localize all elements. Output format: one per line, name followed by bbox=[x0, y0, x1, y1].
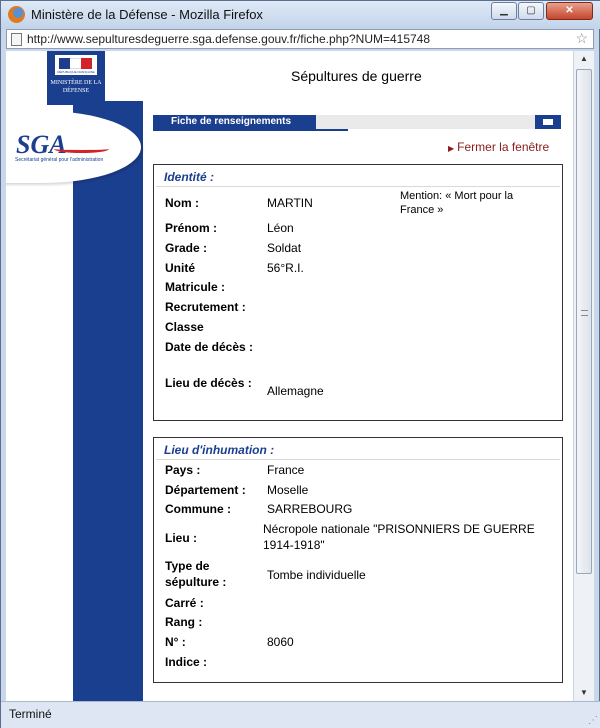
french-flag-icon bbox=[55, 55, 97, 75]
field-label: Département : bbox=[165, 483, 246, 497]
printer-icon[interactable] bbox=[535, 115, 561, 129]
site-title: Sépultures de guerre bbox=[291, 68, 422, 84]
scrollbar-thumb[interactable] bbox=[576, 69, 592, 574]
url-text[interactable]: http://www.sepulturesdeguerre.sga.defense.gouv.fr/fiche.php?NUM=415748 bbox=[27, 32, 431, 46]
field-label: Commune : bbox=[165, 502, 231, 516]
minimize-button[interactable]: ▁ bbox=[491, 2, 517, 20]
field-label: Lieu de décès : bbox=[165, 376, 252, 390]
field-value-unite: 56°R.I. bbox=[267, 261, 304, 275]
identity-section bbox=[153, 164, 563, 421]
field-label: Matricule : bbox=[165, 280, 226, 294]
close-window-button[interactable]: ✕ bbox=[546, 2, 593, 20]
scroll-down-icon[interactable]: ▼ bbox=[580, 688, 588, 697]
left-blue-band bbox=[73, 101, 143, 701]
address-bar[interactable] bbox=[6, 29, 594, 49]
field-label: Rang : bbox=[165, 615, 203, 629]
close-window-link[interactable] bbox=[448, 140, 549, 154]
ministry-logo-text: MINISTÈRE DE LA DÉFENSE bbox=[50, 80, 102, 94]
bookmark-star-icon[interactable]: ☆ bbox=[575, 30, 588, 46]
field-value-nom: MARTIN bbox=[267, 196, 313, 210]
field-label: Pays : bbox=[165, 463, 201, 477]
status-text: Terminé bbox=[9, 707, 52, 721]
field-value-commune: SARREBOURG bbox=[267, 502, 353, 516]
burial-title-divider bbox=[156, 459, 560, 460]
burial-section bbox=[153, 437, 563, 683]
sga-logo: SGA bbox=[16, 130, 67, 159]
sga-subtitle: Secrétariat général pour l'administration bbox=[15, 157, 104, 163]
field-value-lieu-deces: Allemagne bbox=[267, 384, 324, 398]
window-title: Ministère de la Défense - Mozilla Firefox bbox=[31, 7, 263, 22]
field-label: Nom : bbox=[165, 196, 199, 210]
tab-underline bbox=[153, 129, 348, 131]
status-bar bbox=[1, 701, 600, 728]
burial-title: Lieu d'inhumation : bbox=[164, 443, 275, 457]
republic-label: RÉPUBLIQUE FRANÇAISE bbox=[57, 70, 95, 74]
mention-text: Mention: « Mort pour la France » bbox=[400, 190, 514, 216]
field-value-grade: Soldat bbox=[267, 241, 302, 255]
sga-swoosh bbox=[54, 145, 109, 153]
field-label: Prénom : bbox=[165, 221, 218, 235]
field-label: Grade : bbox=[165, 241, 208, 255]
identity-title-divider bbox=[156, 186, 560, 187]
field-value-type-sepulture: Tombe individuelle bbox=[267, 568, 366, 582]
tab-fiche-renseignements[interactable]: Fiche de renseignements bbox=[153, 115, 316, 129]
field-label: Recrutement : bbox=[165, 300, 246, 314]
field-value-lieu: Nécropole nationale "PRISONNIERS DE GUERRE 1914-1918" bbox=[263, 522, 535, 552]
field-value-pays: France bbox=[267, 463, 305, 477]
field-value-prenom: Léon bbox=[267, 221, 294, 235]
field-label: Unité bbox=[165, 261, 195, 275]
field-value-departement: Moselle bbox=[267, 483, 309, 497]
page-viewport bbox=[6, 51, 573, 701]
page-icon bbox=[11, 33, 22, 46]
field-label: N° : bbox=[165, 635, 186, 649]
firefox-icon bbox=[8, 6, 25, 23]
field-label: Indice : bbox=[165, 655, 208, 669]
maximize-button[interactable]: ▢ bbox=[518, 2, 544, 20]
field-label: Type de sépulture : bbox=[165, 559, 227, 589]
field-label: Carré : bbox=[165, 596, 204, 610]
flag-red-stripe bbox=[81, 58, 92, 69]
field-value-numero: 8060 bbox=[267, 635, 294, 649]
field-label: Classe bbox=[165, 320, 204, 334]
arrow-right-icon: ▶ bbox=[448, 144, 455, 153]
flag-white-stripe bbox=[70, 58, 81, 69]
scroll-up-icon[interactable]: ▲ bbox=[580, 54, 588, 63]
ministry-logo bbox=[47, 51, 105, 105]
field-label: Date de décès : bbox=[165, 340, 254, 354]
vertical-scrollbar[interactable] bbox=[573, 51, 594, 701]
flag-blue-stripe bbox=[59, 58, 70, 69]
title-bar bbox=[1, 1, 600, 29]
grip-icon bbox=[581, 310, 588, 316]
resize-grip-icon[interactable]: ⋰ bbox=[588, 715, 598, 726]
close-window-label: Fermer la fenêtre bbox=[457, 140, 550, 154]
identity-title: Identité : bbox=[164, 170, 214, 184]
field-label: Lieu : bbox=[165, 531, 197, 545]
